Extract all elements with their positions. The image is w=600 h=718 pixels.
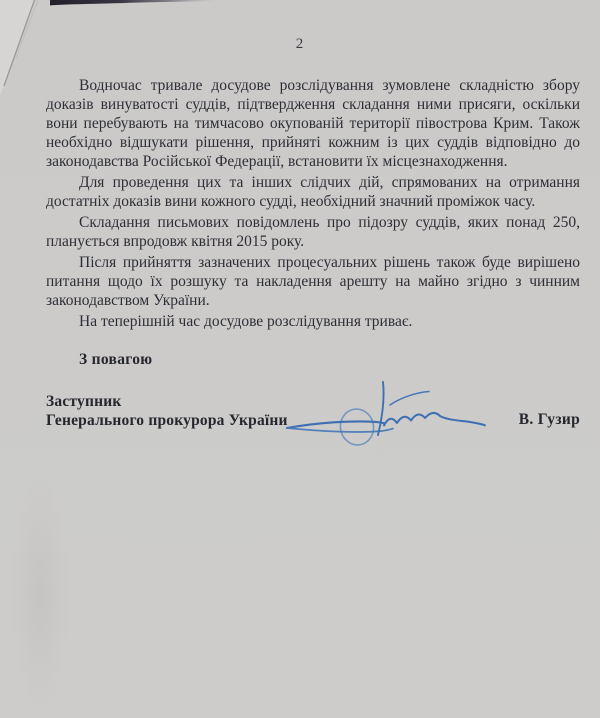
body-paragraph: На теперішній час досудове розслідування триває.	[79, 313, 413, 330]
scan-artifact-smudge	[10, 480, 70, 710]
signatory-name: В. Гузир	[518, 411, 580, 428]
closing-salutation: З повагою	[79, 351, 153, 368]
scan-artifact-top-edge	[50, 0, 214, 5]
signatory-title-line1: Заступник	[46, 393, 122, 410]
document-body	[46, 76, 580, 333]
page-number: 2	[295, 36, 305, 52]
body-paragraph: Складання письмових повідомлень про підозру суддів, яких понад 250, планується впродовж квітня 2015 року.	[46, 214, 580, 250]
body-paragraph: Водночас тривале досудове розслідування зумовлене складністю збору доказів винуватості суддів, підтвердження складання ними присяги, оскільки вони перебувають на тимчасово окупованій території півострова Крим. Також необхідно відшукати рішення, прийняті кожним із цих суддів відповідно до законодавства Російської Федерації, встановити їх місцезнаходження.	[46, 77, 580, 170]
body-paragraph: Для проведення цих та інших слідчих дій, спрямованих на отримання достатніх доказів вини кожного судді, необхідний значний проміжок часу.	[46, 174, 580, 210]
body-paragraph: Після прийняття зазначених процесуальних рішень також буде вирішено питання щодо їх розшуку та накладення арешту на майно згідно з чинним законодавством України.	[46, 254, 580, 309]
signatory-title-line2: Генерального прокурора України	[46, 411, 288, 429]
